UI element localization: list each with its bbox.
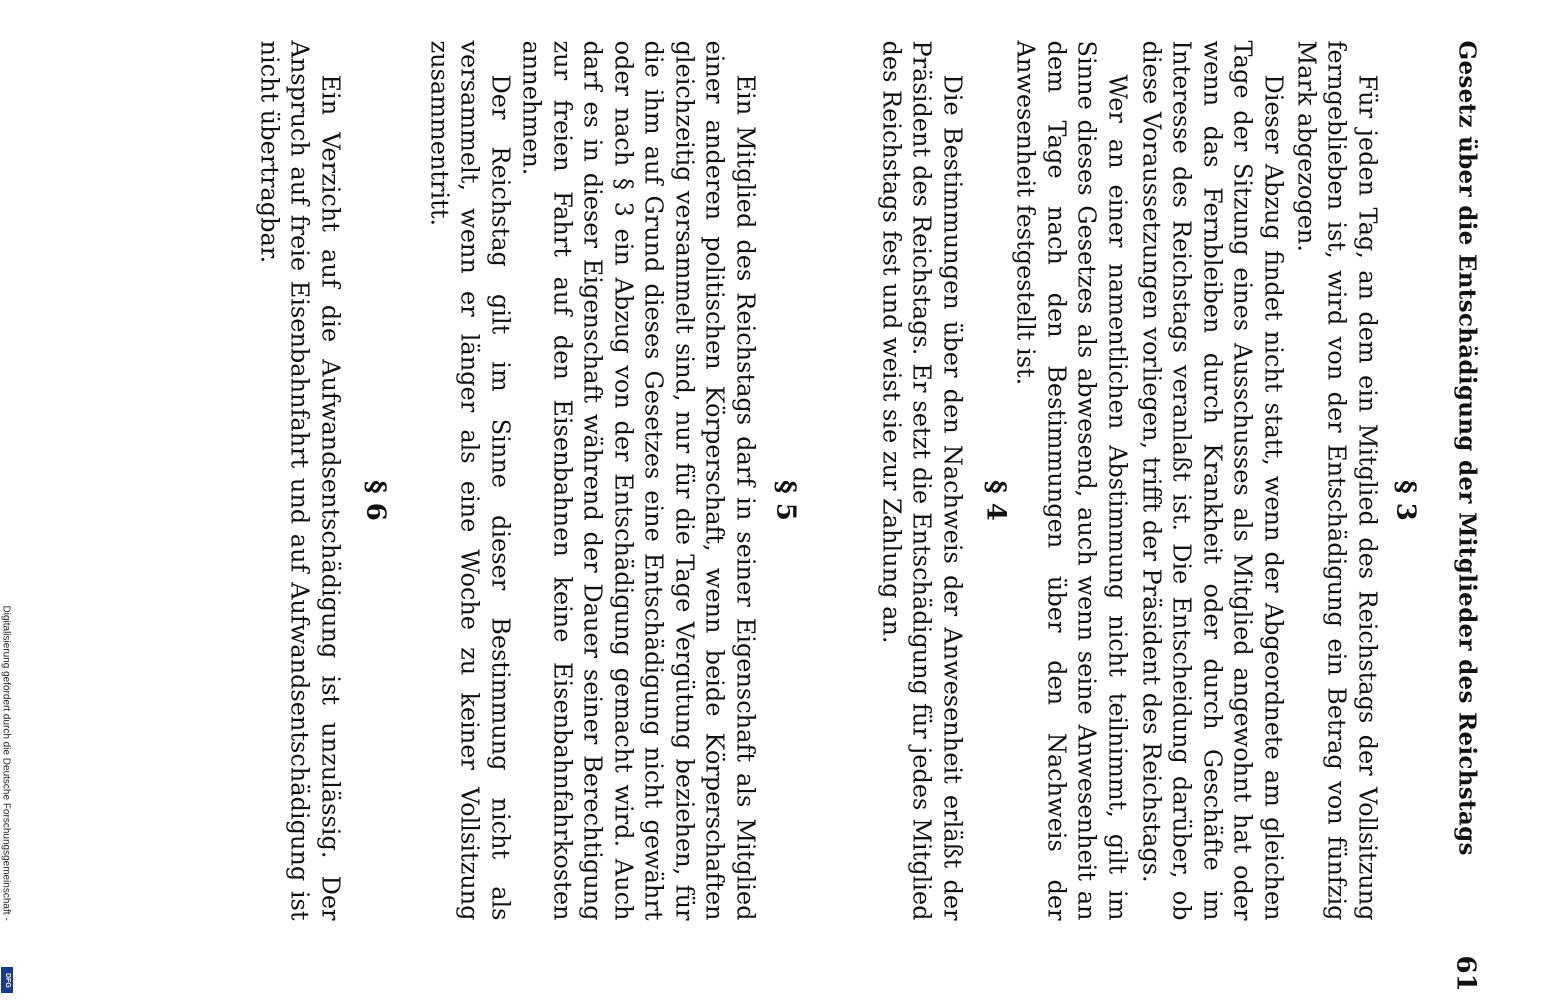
credit-text: Digitalisierung gefördert durch die Deutsche Forschungsgemeinschaft -: [0, 605, 12, 921]
running-head: Gesetz über die Entschädigung der Mitglieder des Reichstags: [1453, 40, 1481, 856]
paragraph-3-3: Wer an einer namentlichen Abstimmung nicht teilnimmt, gilt im Sinne dieses Gesetzes als abwesend, auch wenn seine Anwesenheit an dem Tage nach den Bestimmungen über den Nachweis der Anwesenheit festgestellt ist.: [1012, 40, 1132, 921]
paragraph-6-1: Ein Verzicht auf die Aufwandsentschädigung ist unzulässig. Der Anspruch auf freie Eisenbahnfahrt und auf Aufwandsentschädigung ist nicht übertragbar.: [255, 40, 345, 921]
digitization-credit: [0, 600, 14, 995]
section-heading-4: § 4: [980, 480, 1011, 521]
paragraph-3-1: Für jeden Tag, an dem ein Mitglied des Reichstags der Vollsitzung ferngeblieben ist, wird von der Entschädigung ein Betrag von fünfzig Mark abgezogen.: [1292, 40, 1382, 921]
paragraph-5-1: Ein Mitglied des Reichstags darf in seiner Eigenschaft als Mitglied einer anderen politischen Körperschaft, wenn beide Körperschaften gleichzeitig versammelt sind, nur für die Tage Vergütung beziehen, für die ihm auf Grund dieses Gesetzes eine Entschädigung nicht gewährt oder nach § 3 ein Abzug von der Entschädigung gemacht wird. Auch darf es in dieser Eigenschaft während der Dauer seiner Berechtigung zur freien Fahrt auf den Eisenbahnen keine Eisenbahnfahrkosten annehmen.: [518, 40, 760, 921]
paragraph-3-2: Dieser Abzug findet nicht statt, wenn der Abgeordnete am gleichen Tage der Sitzung eines Ausschusses als Mitglied angewohnt hat oder wenn das Fernbleiben durch Krankheit oder durch Geschäfte im Interesse des Reichstags veranlaßt ist. Die Entscheidung darüber, ob diese Voraussetzungen vorliegen, trifft der Präsident des Reichstags.: [1137, 40, 1288, 921]
dfg-logo-icon: DFG: [1, 967, 13, 993]
page-number: 61: [1450, 955, 1481, 992]
rotated-document-page: [0, 1, 1541, 1001]
section-heading-6: § 6: [360, 480, 391, 521]
paragraph-5-2: Der Reichstag gilt im Sinne dieser Bestimmung nicht als versammelt, wenn er länger als eine Woche zu keiner Vollsitzung zusammentritt.: [425, 40, 515, 921]
section-heading-3: § 3: [1390, 480, 1421, 521]
section-heading-5: § 5: [770, 480, 801, 521]
paragraph-4-1: Die Bestimmungen über den Nachweis der Anwesenheit erläßt der Präsident des Reichstags. Er setzt die Entschädigung für jedes Mitglied des Reichstags fest und weist sie zur Zahlung an.: [877, 40, 967, 921]
